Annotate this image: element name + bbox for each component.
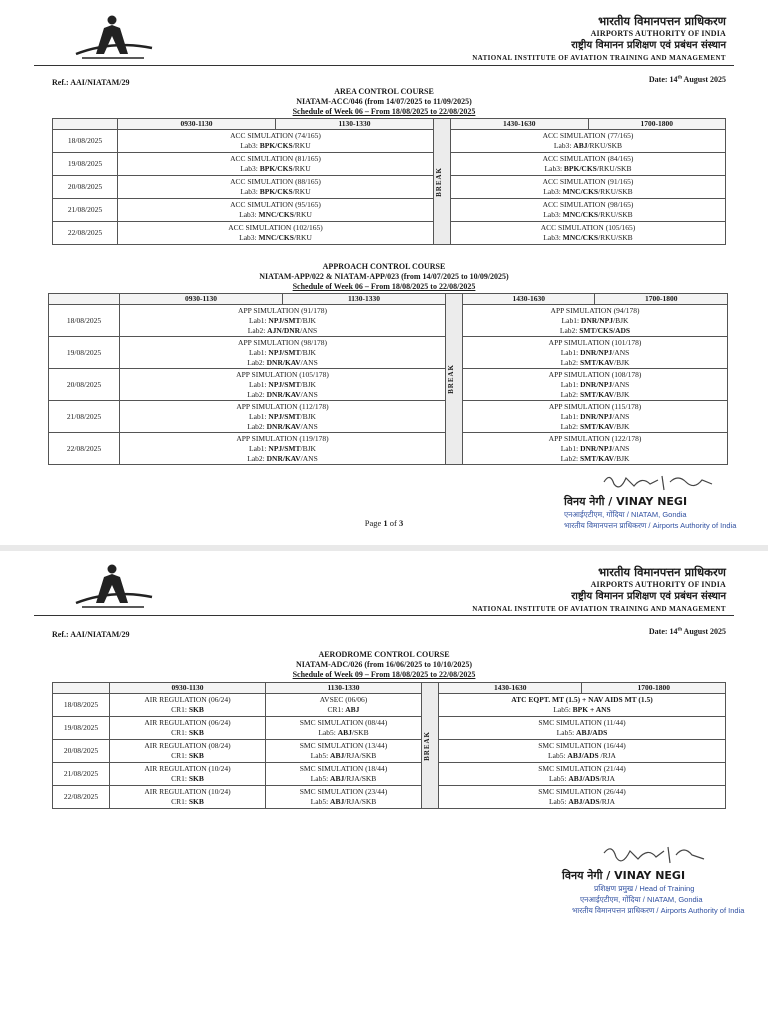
morning-session-cell: APP SIMULATION (98/178) Lab1: NPJ/SMT/BJK Lab2: DNR/KAV/ANS <box>120 337 446 369</box>
time-header: 1430-1630 <box>451 119 589 130</box>
adc-schedule-table <box>52 682 726 809</box>
cell-line: Lab1: NPJ/SMT/BJK <box>249 443 316 453</box>
table-row <box>49 305 728 337</box>
session-0930-cell: AIR REGULATION (10/24) CR1: SKB <box>110 786 266 809</box>
afternoon-session-cell: APP SIMULATION (101/178) Lab1: DNR/NPJ/ANS Lab2: SMT/KAV/BJK <box>463 337 728 369</box>
adc-schedule-range: Schedule of Week 09 – From 18/08/2025 to 22/08/2025 <box>292 670 476 679</box>
signature-block <box>562 868 744 916</box>
morning-session-cell: ACC SIMULATION (102/165) Lab3: MNC/CKS/RKU <box>118 222 434 245</box>
afternoon-session-cell: SMC SIMULATION (16/44) Lab5: ABJ/ADS /RJA <box>439 740 726 763</box>
morning-session-cell: ACC SIMULATION (74/165) Lab3: BPK/CKS/RKU <box>118 130 434 153</box>
header-divider <box>34 65 734 66</box>
cell-line: Lab3: BPK/CKS/RKU/SKB <box>544 164 632 173</box>
date-cell: 21/08/2025 <box>53 199 118 222</box>
cell-line: Lab2: DNR/KAV/ANS <box>247 421 318 431</box>
date-cell: 19/08/2025 <box>53 153 118 176</box>
document-date: Date: 14th August 2025 <box>648 75 726 84</box>
time-header: 1700-1800 <box>582 683 726 694</box>
corner-cell <box>49 294 120 305</box>
cell-line: Lab1: DNR/NPJ/ANS <box>560 443 630 453</box>
cell-line: Lab2: SMT/KAV/BJK <box>560 357 630 367</box>
cell-line: Lab2: DNR/KAV/ANS <box>247 357 318 367</box>
cell-line: Lab1: DNR/NPJ/BJK <box>561 315 629 325</box>
signatory-name: विनय नेगी / VINAY NEGI <box>564 495 688 508</box>
time-header: 0930-1130 <box>118 119 276 130</box>
cell-line: Lab5: ABJ/RJA/SKB <box>310 751 377 760</box>
morning-session-cell: APP SIMULATION (119/178) Lab1: NPJ/SMT/BJK Lab2: DNR/KAV/ANS <box>120 433 446 465</box>
adc-title-block <box>0 650 768 680</box>
table-row <box>49 369 728 401</box>
cell-line: Lab5: ABJ/RJA/SKB <box>310 797 377 806</box>
cell-line: CR1: ABJ <box>327 705 360 714</box>
afternoon-session-cell: APP SIMULATION (115/178) Lab1: DNR/NPJ/ANS Lab2: SMT/KAV/BJK <box>463 401 728 433</box>
cell-line: CR1: SKB <box>171 774 204 783</box>
afternoon-session-cell: ATC EQPT. MT (1.5) + NAV AIDS MT (1.5) Lab5: BPK + ANS <box>439 694 726 717</box>
time-header: 1700-1800 <box>595 294 728 305</box>
date-cell: 19/08/2025 <box>49 337 120 369</box>
time-header: 1700-1800 <box>588 119 726 130</box>
time-header: 1430-1630 <box>463 294 595 305</box>
morning-session-cell: ACC SIMULATION (81/165) Lab3: BPK/CKS/RKU <box>118 153 434 176</box>
date-cell: 22/08/2025 <box>53 786 110 809</box>
cell-line: Lab1: NPJ/SMT/BJK <box>249 379 316 389</box>
acc-course-title: AREA CONTROL COURSE <box>334 87 434 96</box>
handwritten-signature-icon <box>600 468 720 496</box>
signatory-organisation: भारतीय विमानपत्तन प्राधिकरण / Airports Authority of India <box>564 521 737 530</box>
afternoon-session-cell: SMC SIMULATION (11/44) Lab5: ABJ/ADS <box>439 717 726 740</box>
cell-line: Lab5: ABJ/RJA/SKB <box>310 774 377 783</box>
session-0930-cell: AIR REGULATION (06/24) CR1: SKB <box>110 717 266 740</box>
break-column: BREAK <box>422 683 439 809</box>
header-divider <box>34 615 734 616</box>
cell-line: Lab2: SMT/CKS/ADS <box>559 325 631 335</box>
table-row <box>53 153 726 176</box>
cell-line: Lab1: NPJ/SMT/BJK <box>249 347 316 357</box>
date-cell: 18/08/2025 <box>53 694 110 717</box>
english-name: AIRPORTS AUTHORITY OF INDIA <box>590 580 726 589</box>
app-title-block <box>0 262 768 292</box>
cell-line: Lab2: DNR/KAV/ANS <box>247 453 318 463</box>
table-row <box>53 199 726 222</box>
session-1130-cell: AVSEC (06/06) CR1: ABJ <box>266 694 422 717</box>
cell-line: Lab3: BPK/CKS/RKU <box>240 141 311 150</box>
date-cell: 18/08/2025 <box>49 305 120 337</box>
cell-line: Lab3: BPK/CKS/RKU <box>240 164 311 173</box>
cell-line: Lab3: MNC/CKS/RKU <box>239 210 312 219</box>
cell-line: Lab5: ABJ/ADS/RJA <box>548 774 616 783</box>
session-1130-cell: SMC SIMULATION (18/44) Lab5: ABJ/RJA/SKB <box>266 763 422 786</box>
table-row <box>53 740 726 763</box>
document-page-2 <box>0 551 768 1024</box>
afternoon-session-cell: APP SIMULATION (108/178) Lab1: DNR/NPJ/ANS Lab2: SMT/KAV/BJK <box>463 369 728 401</box>
cell-line: Lab1: DNR/NPJ/ANS <box>560 347 630 357</box>
session-0930-cell: AIR REGULATION (10/24) CR1: SKB <box>110 763 266 786</box>
signatory-name: विनय नेगी / VINAY NEGI <box>562 869 686 882</box>
app-schedule-table <box>48 293 728 465</box>
afternoon-session-cell: ACC SIMULATION (105/165) Lab3: MNC/CKS/RKU/SKB <box>451 222 726 245</box>
cell-line: Lab1: NPJ/SMT/BJK <box>249 411 316 421</box>
cell-line: Lab1: DNR/NPJ/ANS <box>560 411 630 421</box>
hindi-name: भारतीय विमानपत्तन प्राधिकरण <box>598 14 726 28</box>
time-header: 1130-1330 <box>283 294 446 305</box>
morning-session-cell: ACC SIMULATION (88/165) Lab3: BPK/CKS/RKU <box>118 176 434 199</box>
table-row <box>49 401 728 433</box>
date-cell: 20/08/2025 <box>53 740 110 763</box>
cell-line: Lab2: SMT/KAV/BJK <box>560 453 630 463</box>
cell-line: Lab2: SMT/KAV/BJK <box>560 389 630 399</box>
aai-logo-icon <box>72 563 156 609</box>
english-name: AIRPORTS AUTHORITY OF INDIA <box>590 29 726 38</box>
table-header-row <box>53 683 726 694</box>
afternoon-session-cell: APP SIMULATION (94/178) Lab1: DNR/NPJ/BJK Lab2: SMT/CKS/ADS <box>463 305 728 337</box>
session-1130-cell: SMC SIMULATION (08/44) Lab5: ABJ/SKB <box>266 717 422 740</box>
app-course-code: NIATAM-APP/022 & NIATAM-APP/023 (from 14/07/2025 to 10/09/2025) <box>259 272 509 281</box>
afternoon-session-cell: ACC SIMULATION (91/165) Lab3: MNC/CKS/RKU/SKB <box>451 176 726 199</box>
time-header: 0930-1130 <box>120 294 283 305</box>
page-number: Page 1 of 3 <box>364 518 404 528</box>
morning-session-cell: APP SIMULATION (91/178) Lab1: NPJ/SMT/BJK Lab2: AJN/DNR/ANS <box>120 305 446 337</box>
break-column: BREAK <box>434 119 451 245</box>
acc-schedule-table <box>52 118 726 245</box>
cell-line: Lab2: AJN/DNR/ANS <box>247 325 318 335</box>
hindi-institute: राष्ट्रीय विमानन प्रशिक्षण एवं प्रबंधन संस्थान <box>571 591 726 602</box>
session-1130-cell: SMC SIMULATION (13/44) Lab5: ABJ/RJA/SKB <box>266 740 422 763</box>
signatory-office: एनआईएटीएम, गोंदिया / NIATAM, Gondia <box>564 510 687 519</box>
afternoon-session-cell: ACC SIMULATION (84/165) Lab3: BPK/CKS/RKU/SKB <box>451 153 726 176</box>
reference-number: Ref.: AAI/NIATAM/29 <box>52 630 130 639</box>
afternoon-session-cell: ACC SIMULATION (77/165) Lab3: ABJ/RKU/SKB <box>451 130 726 153</box>
cell-line: Lab5: ABJ/SKB <box>318 728 369 737</box>
table-row <box>53 694 726 717</box>
cell-line: Lab5: ABJ/ADS <box>556 728 608 737</box>
adc-course-title: AERODROME CONTROL COURSE <box>318 650 450 659</box>
cell-line: Lab3: MNC/CKS/RKU/SKB <box>543 210 633 219</box>
app-course-title: APPROACH CONTROL COURSE <box>322 262 446 271</box>
corner-cell <box>53 119 118 130</box>
cell-line: Lab3: MNC/CKS/RKU/SKB <box>543 233 633 242</box>
table-row <box>53 130 726 153</box>
signatory-organisation: भारतीय विमानपत्तन प्राधिकरण / Airports Authority of India <box>572 906 745 915</box>
table-header-row <box>53 119 726 130</box>
table-row <box>53 222 726 245</box>
time-header: 1130-1330 <box>276 119 434 130</box>
date-cell: 22/08/2025 <box>53 222 118 245</box>
cell-line: CR1: SKB <box>171 797 204 806</box>
session-0930-cell: AIR REGULATION (08/24) CR1: SKB <box>110 740 266 763</box>
table-row <box>53 717 726 740</box>
break-column: BREAK <box>446 294 463 465</box>
adc-course-code: NIATAM-ADC/026 (from 16/06/2025 to 10/10/2025) <box>296 660 472 669</box>
cell-line: CR1: SKB <box>171 705 204 714</box>
morning-session-cell: APP SIMULATION (112/178) Lab1: NPJ/SMT/BJK Lab2: DNR/KAV/ANS <box>120 401 446 433</box>
time-header: 0930-1130 <box>110 683 266 694</box>
table-row <box>53 786 726 809</box>
cell-line: Lab5: BPK + ANS <box>553 705 611 714</box>
date-cell: 21/08/2025 <box>53 763 110 786</box>
table-row <box>53 763 726 786</box>
document-date: Date: 14th August 2025 <box>648 627 726 636</box>
institute-name: NATIONAL INSTITUTE OF AVIATION TRAINING AND MANAGEMENT <box>472 605 726 613</box>
cell-line: Lab2: DNR/KAV/ANS <box>247 389 318 399</box>
table-row <box>49 433 728 465</box>
hindi-institute: राष्ट्रीय विमानन प्रशिक्षण एवं प्रबंधन संस्थान <box>571 40 726 51</box>
table-row <box>49 337 728 369</box>
table-header-row <box>49 294 728 305</box>
session-1130-cell: SMC SIMULATION (23/44) Lab5: ABJ/RJA/SKB <box>266 786 422 809</box>
cell-line: Lab3: MNC/CKS/RKU <box>239 233 312 242</box>
cell-line: Lab5: ABJ/ADS/RJA <box>548 797 616 806</box>
date-cell: 19/08/2025 <box>53 717 110 740</box>
reference-number: Ref.: AAI/NIATAM/29 <box>52 78 130 87</box>
date-cell: 21/08/2025 <box>49 401 120 433</box>
cell-line: Lab3: MNC/CKS/RKU/SKB <box>543 187 633 196</box>
cell-line: CR1: SKB <box>171 751 204 760</box>
aai-logo-icon <box>72 14 156 60</box>
handwritten-signature-icon <box>600 841 710 871</box>
app-schedule-range: Schedule of Week 06 – From 18/08/2025 to 22/08/2025 <box>292 282 476 291</box>
cell-line: Lab3: ABJ/RKU/SKB <box>553 141 623 150</box>
cell-line: Lab3: BPK/CKS/RKU <box>240 187 311 196</box>
session-0930-cell: AIR REGULATION (06/24) CR1: SKB <box>110 694 266 717</box>
morning-session-cell: APP SIMULATION (105/178) Lab1: NPJ/SMT/BJK Lab2: DNR/KAV/ANS <box>120 369 446 401</box>
time-header: 1130-1330 <box>266 683 422 694</box>
date-cell: 20/08/2025 <box>49 369 120 401</box>
institution-header <box>472 565 726 613</box>
afternoon-session-cell: SMC SIMULATION (26/44) Lab5: ABJ/ADS/RJA <box>439 786 726 809</box>
acc-title-block <box>0 87 768 117</box>
corner-cell <box>53 683 110 694</box>
acc-schedule-range: Schedule of Week 06 – From 18/08/2025 to 22/08/2025 <box>292 107 476 116</box>
time-header: 1430-1630 <box>439 683 582 694</box>
date-cell: 18/08/2025 <box>53 130 118 153</box>
date-cell: 22/08/2025 <box>49 433 120 465</box>
date-cell: 20/08/2025 <box>53 176 118 199</box>
table-row <box>53 176 726 199</box>
acc-course-code: NIATAM-ACC/046 (from 14/07/2025 to 11/09/2025) <box>296 97 472 106</box>
afternoon-session-cell: APP SIMULATION (122/178) Lab1: DNR/NPJ/ANS Lab2: SMT/KAV/BJK <box>463 433 728 465</box>
morning-session-cell: ACC SIMULATION (95/165) Lab3: MNC/CKS/RKU <box>118 199 434 222</box>
cell-line: Lab1: NPJ/SMT/BJK <box>249 315 316 325</box>
signatory-designation: प्रशिक्षण प्रमुख / Head of Training <box>594 884 695 893</box>
cell-line: Lab5: ABJ/ADS /RJA <box>548 751 616 760</box>
institute-name: NATIONAL INSTITUTE OF AVIATION TRAINING AND MANAGEMENT <box>472 54 726 62</box>
hindi-name: भारतीय विमानपत्तन प्राधिकरण <box>598 565 726 579</box>
signatory-office: एनआईएटीएम, गोंदिया / NIATAM, Gondia <box>580 895 703 904</box>
afternoon-session-cell: ACC SIMULATION (98/165) Lab3: MNC/CKS/RKU/SKB <box>451 199 726 222</box>
cell-line: Lab1: DNR/NPJ/ANS <box>560 379 630 389</box>
institution-header <box>472 14 726 62</box>
cell-line: Lab2: SMT/KAV/BJK <box>560 421 630 431</box>
afternoon-session-cell: SMC SIMULATION (21/44) Lab5: ABJ/ADS/RJA <box>439 763 726 786</box>
cell-line: CR1: SKB <box>171 728 204 737</box>
